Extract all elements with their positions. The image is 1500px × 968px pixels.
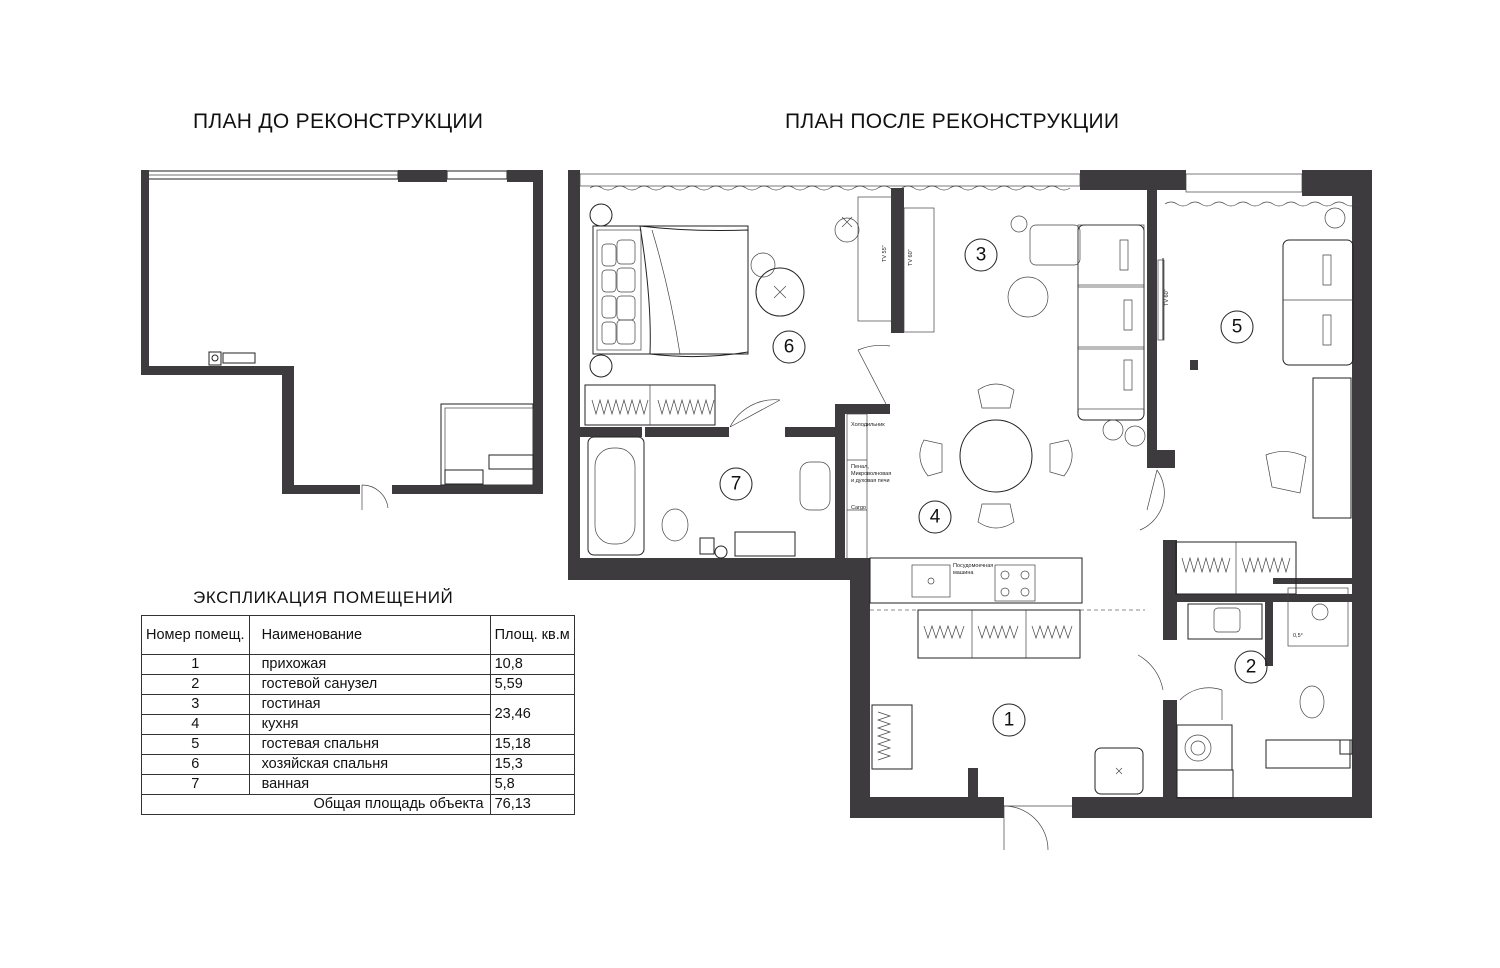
- label-oven-b: Микроволновая: [851, 471, 892, 477]
- curtain-guest: [1165, 202, 1357, 206]
- room-number-6-label: 6: [783, 336, 795, 358]
- table-row: [142, 655, 575, 675]
- kitchen-column: [847, 414, 867, 559]
- wall: [1163, 540, 1177, 640]
- master-bed: [593, 226, 748, 357]
- toilet: [662, 509, 688, 541]
- door-living: [858, 345, 890, 404]
- washbasin: [800, 462, 830, 510]
- plan-after-title: ПЛАН ПОСЛЕ РЕКОНСТРУКЦИИ: [785, 110, 1120, 133]
- cell-area: 5,8: [490, 775, 574, 795]
- wall: [1352, 170, 1372, 818]
- window-before-right: [447, 171, 507, 179]
- table-row: [142, 775, 575, 795]
- room-number-1-label: 1: [1003, 709, 1015, 731]
- wall: [1147, 190, 1157, 455]
- room-number-5-label: 5: [1231, 316, 1243, 338]
- cell-number: 3: [142, 695, 250, 715]
- cell-name: гостевой санузел: [249, 675, 490, 695]
- window-living: [580, 174, 1080, 186]
- cell-number: 5: [142, 735, 250, 755]
- wall: [1147, 450, 1175, 468]
- cell-area: 15,3: [490, 755, 574, 775]
- wall: [850, 558, 870, 818]
- explication-title: ЭКСПЛИКАЦИЯ ПОМЕЩЕНИЙ: [193, 588, 454, 607]
- table-total-row: [142, 795, 575, 815]
- table-row: [142, 755, 575, 775]
- wall: [968, 768, 978, 798]
- label-dishwasher-a: Посудомоечная: [953, 563, 994, 569]
- wall: [568, 170, 580, 580]
- door-guest: [1140, 470, 1164, 530]
- wall: [1273, 578, 1353, 584]
- plan-before: [141, 170, 543, 510]
- desk-chair: [1266, 451, 1306, 493]
- wall-tv: [891, 188, 904, 333]
- cell-area: 5,59: [490, 675, 574, 695]
- table-header-row: [142, 616, 575, 655]
- cell-name: гостиная: [249, 695, 490, 715]
- wall: [835, 404, 845, 564]
- wall: [1072, 797, 1372, 818]
- dining-chair: [978, 504, 1014, 528]
- coffee-table: [1008, 277, 1048, 317]
- shoe-cabinet: [872, 705, 912, 769]
- bathroom-before: [441, 404, 533, 485]
- dining-table: [960, 420, 1032, 492]
- wall: [282, 485, 360, 494]
- wall: [645, 427, 729, 437]
- cell-number: 2: [142, 675, 250, 695]
- wall: [568, 558, 868, 580]
- cell-name: ванная: [249, 775, 490, 795]
- wall: [1265, 596, 1273, 666]
- label-oven-a: Пенал,: [851, 464, 869, 470]
- wall: [1080, 170, 1186, 190]
- room-number-2-label: 2: [1245, 656, 1257, 678]
- cell-area: 15,18: [490, 735, 574, 755]
- wall: [282, 366, 294, 494]
- cell-name: хозяйская спальня: [249, 755, 490, 775]
- sofa-living: [1030, 225, 1144, 420]
- nightstand-lamp: [590, 355, 612, 377]
- total-value: 76,13: [490, 795, 574, 815]
- total-label: Общая площадь объекта: [142, 795, 491, 815]
- wall: [392, 485, 543, 494]
- table-row: [142, 675, 575, 695]
- door-before: [362, 485, 388, 510]
- header-area: Площ. кв.м: [490, 616, 574, 655]
- wall: [835, 404, 890, 414]
- washbasin-guest: [1188, 604, 1262, 639]
- riser: [700, 538, 714, 554]
- cell-area: 10,8: [490, 655, 574, 675]
- wall: [580, 427, 642, 437]
- dining-chair: [920, 440, 942, 476]
- cell-name: кухня: [249, 715, 490, 735]
- cell-area: 23,46: [490, 695, 574, 735]
- cell-number: 1: [142, 655, 250, 675]
- label-tv-guest: TV 60": [1164, 289, 1170, 306]
- cell-number: 4: [142, 715, 250, 735]
- label-oven-c: и духовая печи: [851, 478, 890, 484]
- label-fridge: Холодильник: [851, 422, 885, 428]
- door-hall: [1138, 655, 1163, 690]
- label-tv-a: TV 55": [882, 245, 888, 262]
- table-row: [142, 735, 575, 755]
- door-bedroom: [730, 400, 780, 427]
- label-tv-b: TV 60": [908, 249, 914, 266]
- wall: [141, 366, 294, 375]
- room-number-3-label: 3: [975, 244, 987, 266]
- room-number-4-label: 4: [929, 506, 941, 528]
- wall: [141, 170, 149, 374]
- tv-stand: [904, 208, 934, 332]
- door-guest-bath: [1180, 688, 1222, 720]
- header-number: Номер помещ.: [142, 616, 250, 655]
- wall: [1163, 594, 1353, 602]
- cell-number: 6: [142, 755, 250, 775]
- nightstand-lamp: [590, 204, 612, 226]
- explication-table: [141, 615, 575, 815]
- toilet-guest: [1300, 686, 1324, 718]
- window-guest: [1186, 174, 1302, 192]
- dining-chair: [1050, 440, 1072, 476]
- riser: [209, 352, 221, 365]
- hob: [995, 565, 1035, 601]
- dining-chair: [978, 384, 1014, 408]
- plan-after: [568, 170, 1372, 850]
- cell-name: прихожая: [249, 655, 490, 675]
- label-cargo: Cargo: [851, 505, 866, 511]
- bathtub-before: [489, 455, 533, 469]
- room-number-7-label: 7: [730, 473, 742, 495]
- label-dishwasher-b: машина: [953, 570, 974, 576]
- cell-name: гостевая спальня: [249, 735, 490, 755]
- wall: [1163, 700, 1177, 800]
- wall: [533, 170, 543, 494]
- table-row: [142, 695, 575, 715]
- bathtub: [588, 437, 644, 555]
- desk: [1313, 378, 1351, 518]
- label-slope: 0,5°: [1293, 633, 1303, 639]
- guest-bed: [1283, 240, 1353, 365]
- cell-number: 7: [142, 775, 250, 795]
- wall: [398, 170, 447, 182]
- plan-before-title: ПЛАН ДО РЕКОНСТРУКЦИИ: [193, 110, 484, 133]
- entry-door: [1004, 806, 1048, 850]
- wardrobe-bedroom: [585, 385, 715, 425]
- wall: [1302, 170, 1372, 196]
- kitchen-sink: [912, 565, 950, 597]
- curtain-living: [590, 186, 1070, 190]
- wardrobe-guest: [1176, 542, 1296, 594]
- header-name: Наименование: [249, 616, 490, 655]
- wall: [850, 797, 1004, 818]
